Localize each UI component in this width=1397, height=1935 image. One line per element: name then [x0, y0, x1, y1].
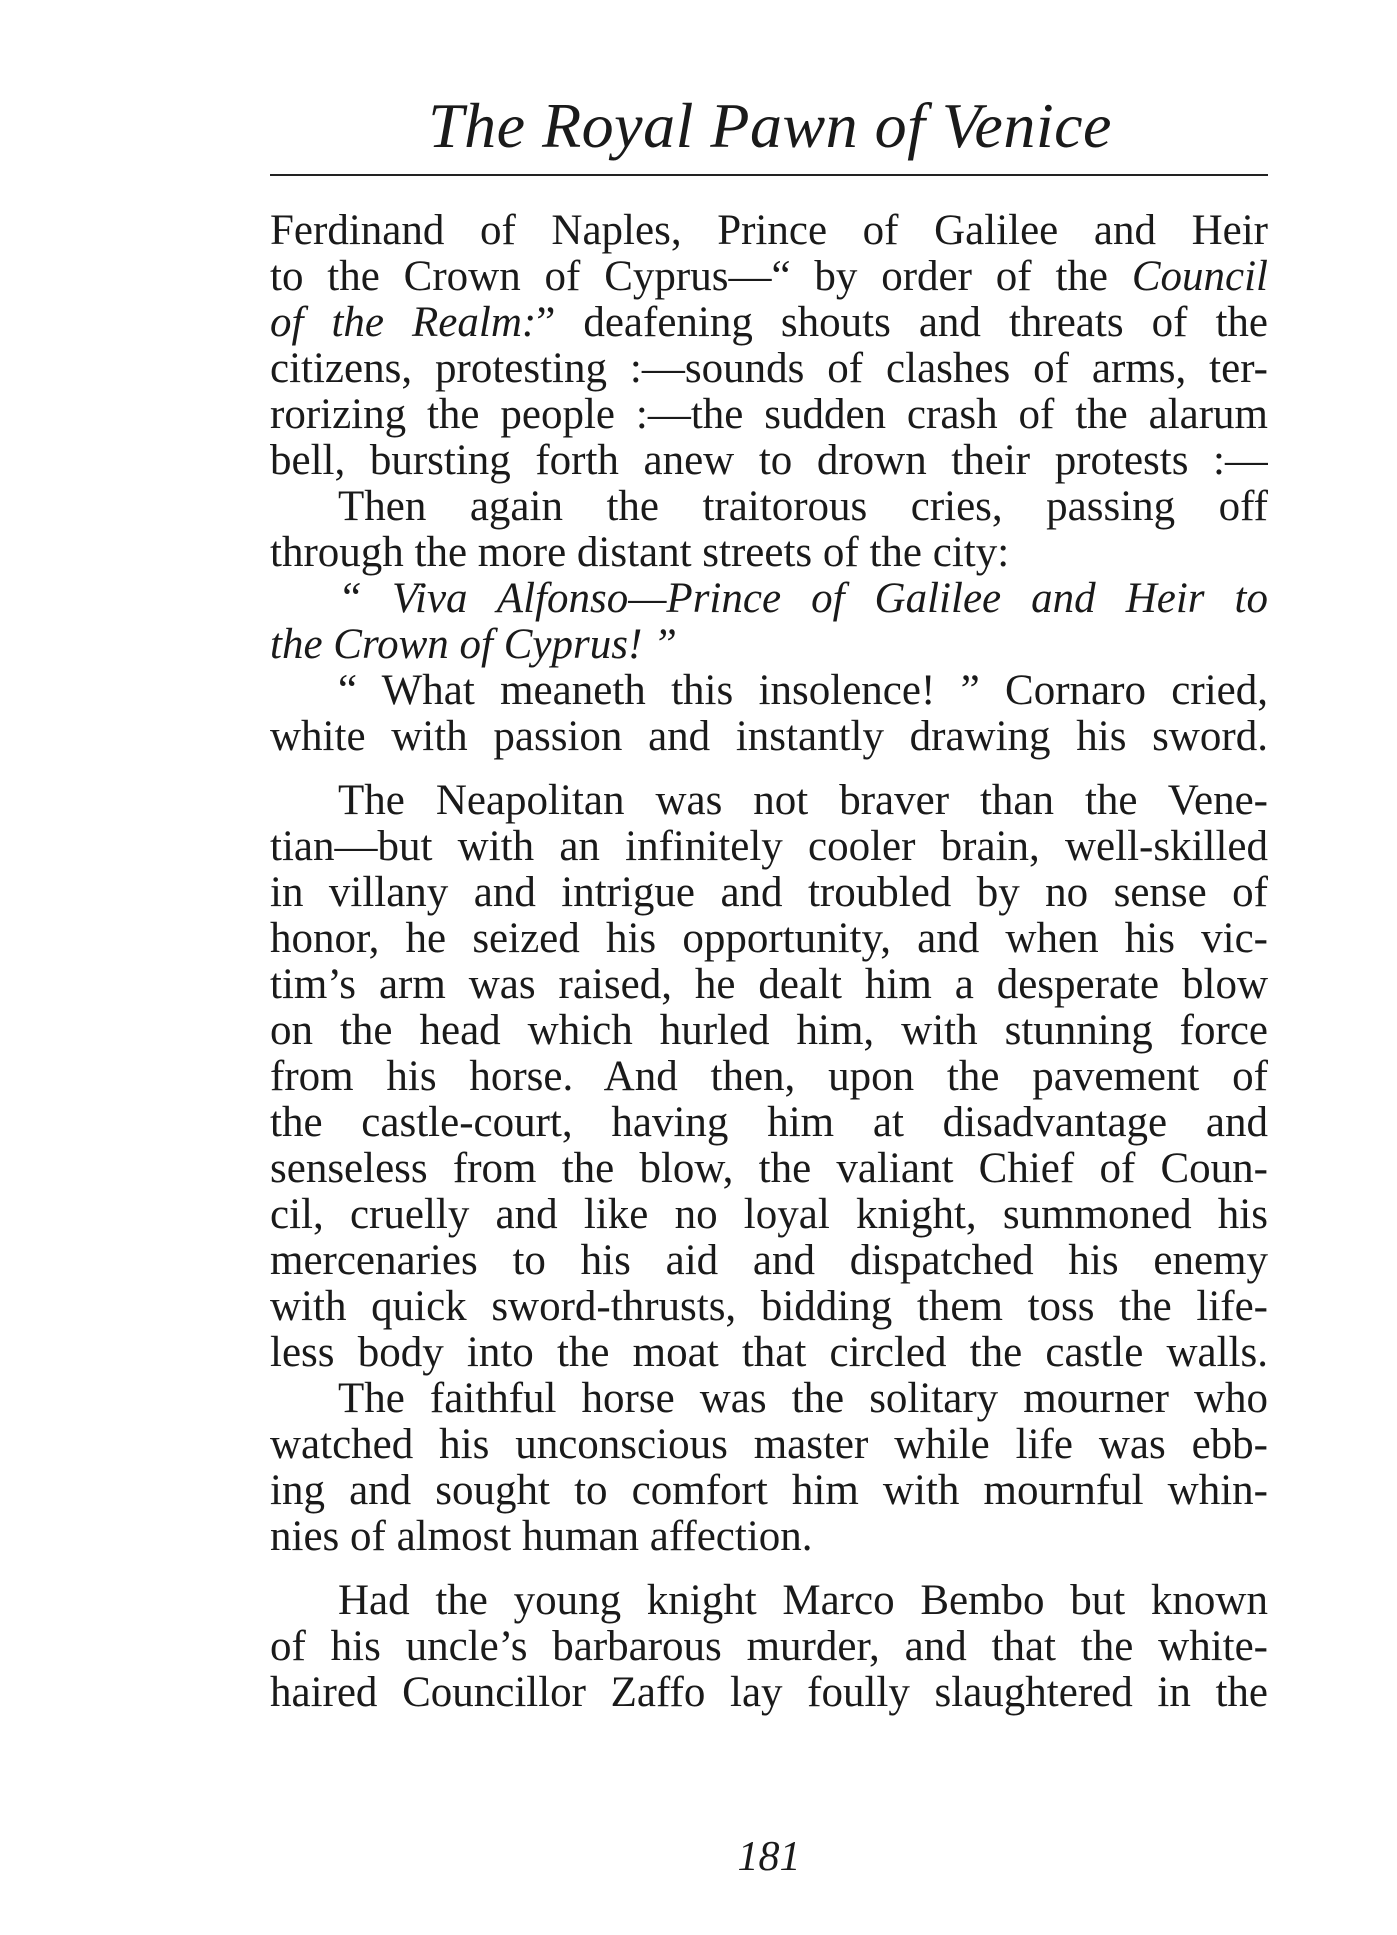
text-line: The faithful horse was the solitary mourner who [338, 1376, 1268, 1422]
text-span: ” deafening shouts and threats of the [536, 300, 1268, 346]
text-span-italic: of the Realm: [270, 300, 537, 346]
text-span: to the Crown of Cyprus—“ by order of the [270, 254, 1132, 300]
paragraph-gap [270, 760, 1268, 778]
text-line: less body into the moat that circled the castle walls. [270, 1330, 1268, 1376]
paragraph-gap [270, 1560, 1268, 1578]
text-line-italic: “ Viva Alfonso—Prince of Galilee and Heir to [338, 576, 1268, 622]
text-line: “ What meaneth this insolence! ” Cornaro cried, [338, 668, 1268, 714]
body-text [270, 208, 1268, 1716]
text-line: with quick sword-thrusts, bidding them toss the life- [270, 1284, 1268, 1330]
text-line: cil, cruelly and like no loyal knight, summoned his [270, 1192, 1268, 1238]
text-line-italic: the Crown of Cyprus! ” [270, 621, 677, 668]
text-line: the castle-court, having him at disadvantage and [270, 1100, 1268, 1146]
text-line: senseless from the blow, the valiant Chief of Coun- [270, 1146, 1268, 1192]
text-line: mercenaries to his aid and dispatched his enemy [270, 1238, 1268, 1284]
text-line: citizens, protesting :—sounds of clashes of arms, ter- [270, 346, 1268, 392]
text-line: tian—but with an infinitely cooler brain, well-skilled [270, 824, 1268, 870]
text-line: from his horse. And then, upon the pavement of [270, 1054, 1268, 1100]
text-line: of his uncle’s barbarous murder, and that the white- [270, 1624, 1268, 1670]
text-line: ing and sought to comfort him with mournful whin- [270, 1468, 1268, 1514]
text-line: tim’s arm was raised, he dealt him a desperate blow [270, 962, 1268, 1008]
text-line: bell, bursting forth anew to drown their protests :— [270, 438, 1268, 484]
text-line: rorizing the people :—the sudden crash of the alarum [270, 392, 1268, 438]
page-number: 181 [737, 1834, 801, 1880]
text-line: in villany and intrigue and troubled by no sense of [270, 870, 1268, 916]
text-line: honor, he seized his opportunity, and when his vic- [270, 916, 1268, 962]
text-line: haired Councillor Zaffo lay foully slaughtered in the [270, 1670, 1268, 1716]
text-line: nies of almost human affection. [270, 1513, 813, 1560]
text-line: watched his unconscious master while life was ebb- [270, 1422, 1268, 1468]
text-line [270, 254, 1268, 300]
text-line: Then again the traitorous cries, passing off [338, 484, 1268, 530]
text-line [270, 300, 1268, 346]
text-span-italic: Council [1131, 254, 1268, 300]
text-line: through the more distant streets of the city: [270, 529, 1010, 576]
text-line: on the head which hurled him, with stunning force [270, 1008, 1268, 1054]
text-line: Had the young knight Marco Bembo but known [338, 1578, 1268, 1624]
running-title: The Royal Pawn of Venice [428, 90, 1112, 161]
text-line: white with passion and instantly drawing his sword. [270, 714, 1268, 760]
header-rule [270, 174, 1268, 176]
text-line: The Neapolitan was not braver than the Vene- [338, 778, 1268, 824]
text-line: Ferdinand of Naples, Prince of Galilee and Heir [270, 208, 1268, 254]
